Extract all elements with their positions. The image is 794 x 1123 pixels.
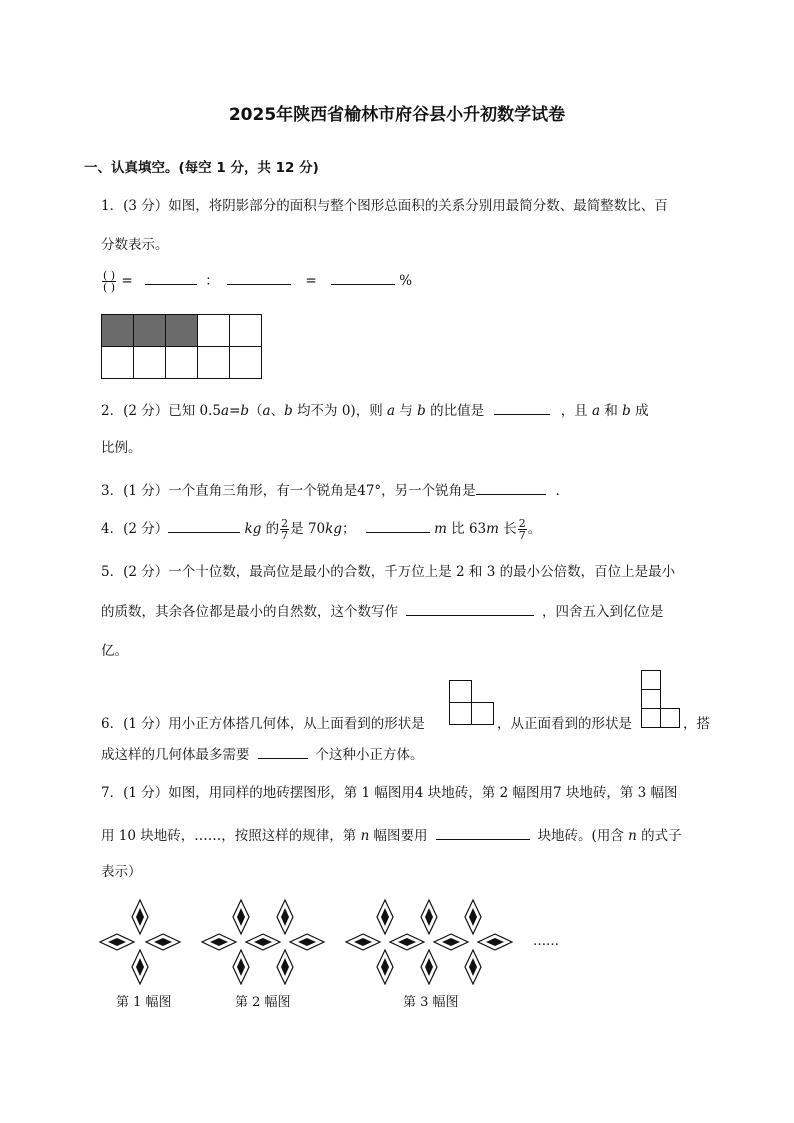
q1-line1: 1．(3 分）如图，将阴影部分的面积与整个图形总面积的关系分别用最简分数、最简整数比、百	[101, 198, 668, 214]
q7-line2: 用 10 块地砖，……，按照这样的规律，第 n 幅图要用 块地砖。(用含 n 的式子	[101, 825, 682, 846]
q5-line1: 5．(2 分）一个十位数，最高位是最小的合数，千万位上是 2 和 3 的最小公倍数，百位上是最小	[101, 564, 676, 580]
q1-blank-fraction[interactable]: $\frac{( )}{( )}$	[103, 269, 116, 294]
grid-cell	[134, 347, 166, 379]
tile-diamond	[277, 900, 293, 934]
q4-line: 4．(2 分） kg 的 $\frac{2}{7}$ 是 70kg； m 比 63m 长 $\frac{2}{7}$ 。	[101, 517, 542, 542]
q7-line3: 表示）	[101, 864, 142, 880]
tile-diamond	[478, 934, 512, 950]
q1-shaded-grid	[101, 314, 262, 379]
q7-blank[interactable]	[436, 825, 530, 840]
tile-diamond	[132, 900, 148, 934]
grid-cell	[102, 315, 134, 347]
q6-top-view-figure	[449, 680, 495, 728]
q7-figure-label-2: 第 2 幅图	[235, 995, 291, 1010]
q6-line1-part1: 6．(1 分）用小正方体搭几何体，从上面看到的形状是	[101, 716, 425, 732]
grid-cell	[134, 315, 166, 347]
q2-blank[interactable]	[494, 400, 550, 415]
q6-line2: 成这样的几何体最多需要 个这种小正方体。	[101, 744, 424, 765]
q2-line2: 比例。	[101, 440, 142, 456]
q6-front-view-figure	[641, 670, 681, 730]
tile-diamond	[246, 934, 280, 950]
q5-line3: 亿。	[101, 643, 128, 659]
tile-diamond	[346, 934, 380, 950]
q7-figure-label-1: 第 1 幅图	[116, 995, 172, 1010]
tile-diamond	[132, 950, 148, 984]
tile-diamond	[233, 900, 249, 934]
tile-diamond	[146, 934, 180, 950]
q4-blank-2[interactable]	[366, 518, 430, 533]
page-title: 2025年陕西省榆林市府谷县小升初数学试卷	[228, 105, 566, 125]
q5-blank-1[interactable]	[406, 601, 534, 616]
q7-tile-pattern-figure	[95, 895, 565, 985]
q6-line1-part2: ，从正面看到的形状是	[497, 716, 632, 732]
tile-diamond	[390, 934, 424, 950]
q6-blank[interactable]	[258, 744, 308, 759]
tile-diamond	[377, 900, 393, 934]
q6-line1-part3: ，搭	[683, 716, 710, 732]
q1-blank-1[interactable]	[145, 270, 197, 285]
q1-blank-2[interactable]	[227, 270, 291, 285]
section-heading: 一、认真填空。(每空 1 分，共 12 分)	[84, 160, 319, 176]
tile-diamond	[421, 950, 437, 984]
grid-cell	[102, 347, 134, 379]
tile-diamond	[434, 934, 468, 950]
q3-blank[interactable]	[476, 480, 546, 495]
tile-diamond	[465, 900, 481, 934]
grid-cell	[166, 315, 198, 347]
q4-blank-1[interactable]	[168, 518, 240, 533]
q7-ellipsis: ……	[533, 934, 559, 949]
tile-diamond	[290, 934, 324, 950]
q1-blank-3[interactable]	[331, 270, 395, 285]
q1-line2: 分数表示。	[101, 237, 169, 253]
tile-diamond	[100, 934, 134, 950]
grid-cell	[230, 347, 262, 379]
tile-diamond	[233, 950, 249, 984]
q7-line1: 7．(1 分）如图，用同样的地砖摆图形，第 1 幅图用4 块地砖，第 2 幅图用7 块地砖，第 3 幅图	[101, 785, 678, 801]
q1-answer-row: $\frac{( )}{( )}$ = ： = %	[103, 269, 413, 294]
tile-diamond	[465, 950, 481, 984]
q5-line2: 的质数，其余各位都是最小的自然数，这个数写作 ，四舍五入到亿位是	[101, 601, 664, 622]
tile-diamond	[277, 950, 293, 984]
q3-line: 3．(1 分）一个直角三角形，有一个锐角是47°，另一个锐角是 ．	[101, 480, 569, 501]
tile-diamond	[202, 934, 236, 950]
q2-line1: 2．(2 分）已知 0.5a=b（a、b 均不为 0)，则 a 与 b 的比值是 ，且 a 和 b 成	[101, 400, 649, 421]
grid-cell	[166, 347, 198, 379]
grid-cell	[230, 315, 262, 347]
q7-figure-label-3: 第 3 幅图	[403, 995, 459, 1010]
grid-cell	[198, 315, 230, 347]
tile-diamond	[377, 950, 393, 984]
grid-cell	[198, 347, 230, 379]
tile-diamond	[421, 900, 437, 934]
